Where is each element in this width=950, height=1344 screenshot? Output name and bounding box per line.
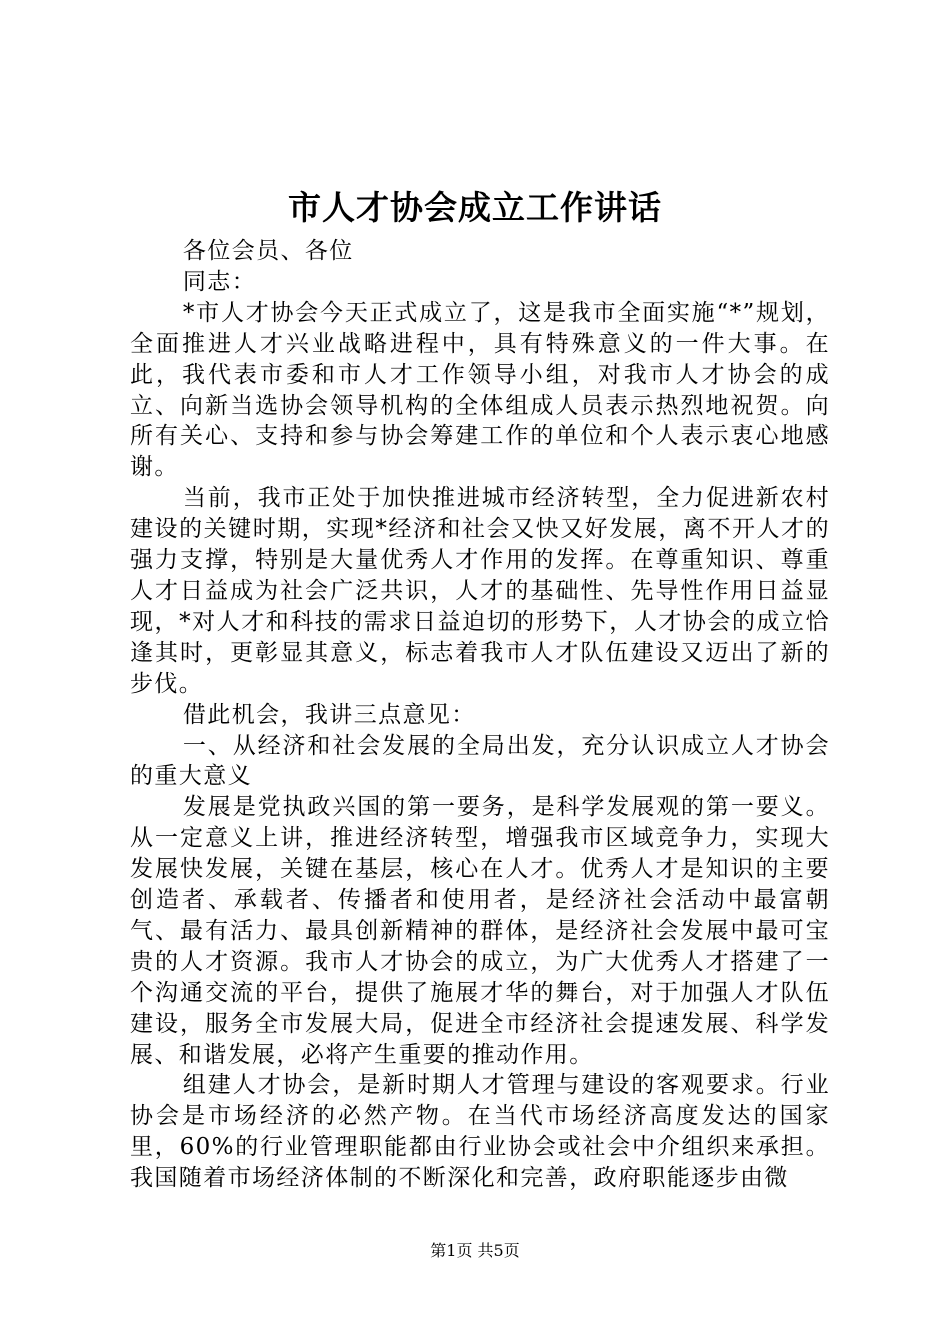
- document-body: [130, 236, 830, 1194]
- paragraph-opening: *市人才协会今天正式成立了，这是我市全面实施“*”规划，全面推进人才兴业战略进程中，具有特殊意义的一件大事。在此，我代表市委和市人才工作领导小组，对我市人才协会的成立、向新当选协会领导机构的全体组成人员表示热烈地祝贺。向所有关心、支持和参与协会筹建工作的单位和个人表示衷心地感谢。: [130, 299, 830, 481]
- paragraph-three-points: 借此机会，我讲三点意见：: [182, 701, 476, 728]
- paragraph-development: 发展是党执政兴国的第一要务，是科学发展观的第一要义。从一定意义上讲，推进经济转型，增强我市区域竞争力，实现大发展快发展，关键在基层，核心在人才。优秀人才是知识的主要创造者、承载者、传播者和使用者，是经济社会活动中最富朝气、最有活力、最具创新精神的群体，是经济社会发展中最可宝贵的人才资源。我市人才协会的成立，为广大优秀人才搭建了一个沟通交流的平台，提供了施展才华的舞台，对于加强人才队伍建设，服务全市发展大局，促进全市经济社会提速发展、科学发展、和谐发展，必将产生重要的推动作用。: [130, 794, 830, 1068]
- page-footer: 第1页 共5页: [430, 1241, 520, 1260]
- paragraph-association: 组建人才协会，是新时期人才管理与建设的客观要求。行业协会是市场经济的必然产物。在当代市场经济高度发达的国家里，60%的行业管理职能都由行业协会或社会中介组织来承担。我国随着市场经济体制的不断深化和完善，政府职能逐步由微: [130, 1072, 830, 1192]
- salutation-line-2: 同志：: [182, 268, 257, 295]
- salutation-line-1: 各位会员、各位: [182, 238, 354, 264]
- paragraph-current-situation: 当前，我市正处于加快推进城市经济转型，全力促进新农村建设的关键时期，实现*经济和社会又快又好发展，离不开人才的强力支撑，特别是大量优秀人才作用的发挥。在尊重知识、尊重人才日益成为社会广泛共识，人才的基础性、先导性作用日益显现，*对人才和科技的需求日益迫切的形势下，人才协会的成立恰逢其时，更彰显其意义，标志着我市人才队伍建设又迈出了新的步伐。: [130, 485, 830, 697]
- document-title: 市人才协会成立工作讲话: [288, 188, 662, 227]
- section-heading-1: 一、从经济和社会发展的全局出发，充分认识成立人才协会的重大意义: [130, 732, 830, 790]
